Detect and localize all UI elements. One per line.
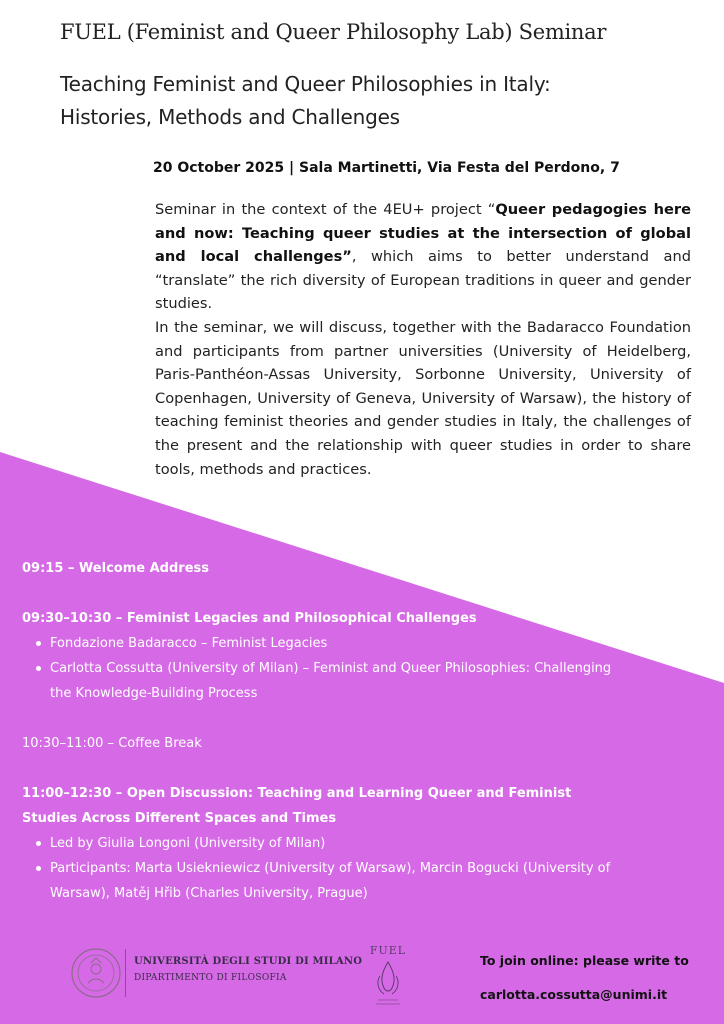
- session-2-title: 11:00–12:30 – Open Discussion: Teaching and Learning Queer and Feminist Studies Across Different Spaces and Times: [22, 786, 572, 826]
- main-title: [60, 68, 680, 134]
- contact-email-link[interactable]: carlotta.cossutta@unimi.it: [480, 987, 668, 1002]
- date-location: 20 October 2025 | Sala Martinetti, Via Festa del Perdono, 7: [153, 160, 620, 176]
- fuel-logo-text: FUEL: [369, 944, 407, 957]
- coffee-break-slot: 10:30–11:00 – Coffee Break: [22, 736, 202, 751]
- university-logo: [70, 945, 363, 1005]
- welcome-slot: 09:15 – Welcome Address: [22, 561, 209, 576]
- university-name: UNIVERSITÀ DEGLI STUDI DI MILANO: [134, 956, 363, 967]
- session-2-list: [22, 831, 622, 906]
- list-item: Participants: Marta Usiekniewicz (University of Warsaw), Marcin Bogucki (University of Warsaw), Matěj Hřib (Charles University, Prague): [50, 856, 622, 906]
- description-aims-text: , which aims to better understand and “translate” the rich diversity of European traditions in queer and gender studies.: [155, 248, 691, 313]
- logo-divider: [125, 949, 126, 997]
- fuel-lab-logo-icon: [362, 940, 414, 1010]
- list-item: Fondazione Badaracco – Feminist Legacies: [50, 631, 622, 656]
- session-1-list: [22, 631, 622, 706]
- seminar-title: FUEL (Feminist and Queer Philosophy Lab) Seminar: [60, 20, 607, 44]
- join-online-info: [480, 944, 689, 1012]
- main-title-line-2: Histories, Methods and Challenges: [60, 105, 400, 129]
- department-name: DIPARTIMENTO DI FILOSOFIA: [134, 973, 287, 983]
- description-paragraph-1: [155, 198, 691, 316]
- program-schedule: [22, 556, 622, 906]
- list-item: Carlotta Cossutta (University of Milan) – Feminist and Queer Philosophies: Challenging the Knowledge-Building Process: [50, 656, 622, 706]
- list-item: Led by Giulia Longoni (University of Milan): [50, 831, 622, 856]
- description-intro-text: Seminar in the context of the 4EU+ project “: [155, 201, 496, 218]
- join-online-label: To join online: please write to: [480, 953, 689, 968]
- project-name: Queer pedagogies here and now: Teaching queer studies at the intersection of global and local challenges”: [155, 201, 691, 266]
- description-paragraph-2: In the seminar, we will discuss, together with the Badaracco Foundation and participants from partner universities (University of Heidelberg, Paris-Panthéon-Assas University, Sorbonne University, University of Copenhagen, University of Geneva, University of Warsaw), the history of teaching feminist theories and gender studies in Italy, the challenges of the present and the relationship with queer studies in order to share tools, methods and practices.: [155, 318, 691, 478]
- seminar-description: [155, 198, 691, 481]
- session-1-title: 09:30–10:30 – Feminist Legacies and Philosophical Challenges: [22, 611, 477, 626]
- university-seal-icon: [70, 947, 122, 999]
- main-title-line-1: Teaching Feminist and Queer Philosophies in Italy:: [60, 72, 551, 96]
